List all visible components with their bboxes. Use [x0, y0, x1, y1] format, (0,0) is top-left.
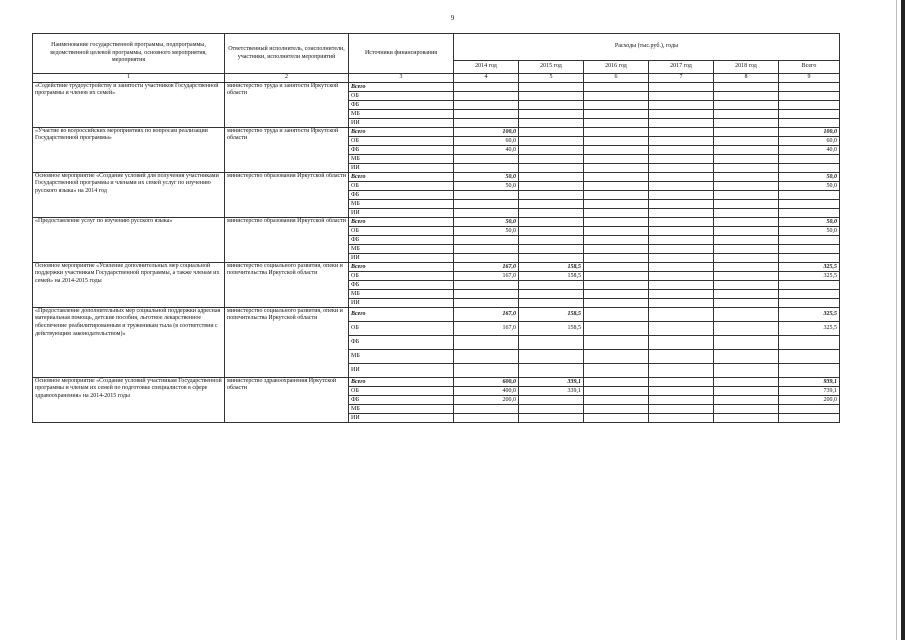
year-value — [714, 136, 779, 145]
funding-source: ФБ — [349, 335, 454, 349]
table-row — [33, 262, 840, 271]
total-value: 60,0 — [779, 136, 840, 145]
year-value — [584, 395, 649, 404]
funding-source: ОБ — [349, 271, 454, 280]
year-value — [714, 377, 779, 386]
activity-name: «Участие во всероссийских мероприятиях по вопросам реализации Государственной программы» — [33, 127, 225, 172]
funding-source: ОБ — [349, 91, 454, 100]
year-value — [714, 363, 779, 377]
year-value — [649, 154, 714, 163]
funding-source: ОБ — [349, 321, 454, 335]
year-value — [649, 386, 714, 395]
year-value — [454, 190, 519, 199]
header-executor: Ответственный исполнитель, соисполнители, участники, исполнители мероприятий — [225, 34, 349, 74]
total-value — [779, 413, 840, 422]
total-value: 939,1 — [779, 377, 840, 386]
column-number: 9 — [779, 74, 840, 83]
table-row — [33, 217, 840, 226]
total-value: 200,0 — [779, 395, 840, 404]
year-value — [519, 289, 584, 298]
funding-source: ОБ — [349, 136, 454, 145]
executor: министерство образования Иркутской области — [225, 217, 349, 262]
funding-source: ФБ — [349, 395, 454, 404]
year-value — [584, 100, 649, 109]
year-value — [584, 190, 649, 199]
year-value — [454, 91, 519, 100]
executor: министерство труда и занятости Иркутской области — [225, 127, 349, 172]
funding-source: ФБ — [349, 145, 454, 154]
year-value — [584, 217, 649, 226]
column-number: 1 — [33, 74, 225, 83]
scan-edge-line — [896, 0, 897, 640]
year-value — [649, 395, 714, 404]
funding-source: ИИ — [349, 413, 454, 422]
year-value — [714, 145, 779, 154]
year-value — [519, 172, 584, 181]
year-value — [649, 321, 714, 335]
year-value — [519, 136, 584, 145]
year-value — [519, 127, 584, 136]
year-value — [714, 395, 779, 404]
year-value — [649, 199, 714, 208]
year-value — [649, 172, 714, 181]
year-value — [649, 349, 714, 363]
total-value — [779, 298, 840, 307]
year-value: 400,0 — [454, 386, 519, 395]
funding-source: ИИ — [349, 363, 454, 377]
year-value — [649, 100, 714, 109]
year-value — [454, 244, 519, 253]
year-value: 200,0 — [454, 395, 519, 404]
year-value: 158,5 — [519, 271, 584, 280]
funding-source: МБ — [349, 289, 454, 298]
total-value: 50,0 — [779, 226, 840, 235]
activity-name: «Содействие трудоустройству и занятости участников Государственной программы и членов их семей» — [33, 82, 225, 127]
year-value: 60,0 — [454, 136, 519, 145]
header-name: Наименование государственной программы, подпрограммы, ведомственной целевой программы, основного мероприятия, мероприятия — [33, 34, 225, 74]
scan-edge — [901, 0, 905, 640]
year-value — [584, 226, 649, 235]
year-value — [519, 363, 584, 377]
year-value: 50,0 — [454, 226, 519, 235]
year-value — [649, 208, 714, 217]
year-value — [714, 413, 779, 422]
year-value: 158,5 — [519, 307, 584, 321]
funding-source: ФБ — [349, 235, 454, 244]
year-value — [649, 163, 714, 172]
year-value — [649, 404, 714, 413]
executor: министерство образования Иркутской области — [225, 172, 349, 217]
year-value — [584, 363, 649, 377]
year-value — [584, 413, 649, 422]
header-source: Источники финансирования — [349, 34, 454, 74]
header-total: Всего — [779, 61, 840, 74]
year-value — [584, 386, 649, 395]
total-value — [779, 404, 840, 413]
year-value — [584, 172, 649, 181]
year-value — [519, 404, 584, 413]
year-value — [649, 335, 714, 349]
funding-source: МБ — [349, 244, 454, 253]
total-value — [779, 163, 840, 172]
year-value — [584, 82, 649, 91]
year-value — [519, 190, 584, 199]
year-value — [584, 154, 649, 163]
total-value: 100,0 — [779, 127, 840, 136]
year-value: 167,0 — [454, 321, 519, 335]
year-value — [714, 82, 779, 91]
activity-name: «Предоставление услуг по изучению русского языка» — [33, 217, 225, 262]
year-value — [454, 289, 519, 298]
total-value: 325,5 — [779, 307, 840, 321]
year-value — [649, 181, 714, 190]
executor: министерство социального развития, опеки и попечительства Иркутской области — [225, 307, 349, 377]
year-value — [454, 208, 519, 217]
year-value — [584, 118, 649, 127]
year-value — [519, 335, 584, 349]
year-value — [519, 413, 584, 422]
year-value — [649, 253, 714, 262]
total-value — [779, 118, 840, 127]
header-year: 2016 год — [584, 61, 649, 74]
year-value — [519, 118, 584, 127]
total-value — [779, 253, 840, 262]
year-value — [649, 190, 714, 199]
year-value — [454, 118, 519, 127]
executor: министерство труда и занятости Иркутской области — [225, 82, 349, 127]
year-value — [714, 386, 779, 395]
total-value — [779, 235, 840, 244]
funding-source: Всего — [349, 127, 454, 136]
year-value — [519, 91, 584, 100]
expenditure-table — [32, 33, 840, 423]
year-value — [714, 190, 779, 199]
total-value — [779, 154, 840, 163]
year-value — [714, 154, 779, 163]
column-number: 8 — [714, 74, 779, 83]
header-year: 2018 год — [714, 61, 779, 74]
table-row — [33, 377, 840, 386]
activity-name: Основное мероприятие «Создание условий участникам Государственной программы и членам их семей по подготовке специалистов в сфере здравоохранения» на 2014-2015 годы — [33, 377, 225, 422]
year-value — [584, 321, 649, 335]
funding-source: ИИ — [349, 253, 454, 262]
year-value — [519, 145, 584, 154]
year-value — [584, 335, 649, 349]
funding-source: МБ — [349, 349, 454, 363]
year-value — [714, 280, 779, 289]
total-value — [779, 190, 840, 199]
activity-name: «Предоставление дополнительных мер социальной поддержки адресная материальная помощь, детские пособия, льготное лекарственное обеспечение реабилитированным и труженикам тыла (в соответствии с действующим законодательством)» — [33, 307, 225, 377]
year-value — [519, 244, 584, 253]
year-value — [584, 109, 649, 118]
year-value — [519, 395, 584, 404]
year-value — [714, 127, 779, 136]
total-value: 325,5 — [779, 262, 840, 271]
total-value — [779, 91, 840, 100]
table-row — [33, 307, 840, 321]
year-value — [584, 271, 649, 280]
header-year: 2015 год — [519, 61, 584, 74]
year-value — [714, 100, 779, 109]
year-value — [519, 109, 584, 118]
year-value — [584, 91, 649, 100]
funding-source: ОБ — [349, 226, 454, 235]
total-value — [779, 363, 840, 377]
total-value — [779, 244, 840, 253]
year-value — [584, 181, 649, 190]
total-value — [779, 199, 840, 208]
year-value: 50,0 — [454, 172, 519, 181]
funding-source: Всего — [349, 82, 454, 91]
year-value — [714, 109, 779, 118]
year-value: 339,1 — [519, 377, 584, 386]
table-body — [33, 82, 840, 422]
year-value — [519, 100, 584, 109]
year-value — [584, 307, 649, 321]
year-value — [519, 253, 584, 262]
year-value — [714, 163, 779, 172]
year-value — [714, 307, 779, 321]
year-value — [714, 244, 779, 253]
total-value — [779, 208, 840, 217]
year-value — [454, 298, 519, 307]
year-value — [649, 91, 714, 100]
table-row — [33, 172, 840, 181]
year-value — [519, 208, 584, 217]
year-value — [519, 298, 584, 307]
funding-source: ИИ — [349, 208, 454, 217]
year-value — [714, 349, 779, 363]
year-value — [519, 181, 584, 190]
year-value — [649, 289, 714, 298]
total-value — [779, 349, 840, 363]
year-value — [519, 82, 584, 91]
year-value — [454, 82, 519, 91]
column-number-row — [33, 74, 840, 83]
year-value — [649, 145, 714, 154]
funding-source: ИИ — [349, 118, 454, 127]
total-value: 50,0 — [779, 181, 840, 190]
year-value: 158,5 — [519, 262, 584, 271]
year-value — [454, 413, 519, 422]
funding-source: ИИ — [349, 298, 454, 307]
year-value — [649, 136, 714, 145]
year-value — [454, 199, 519, 208]
column-number: 7 — [649, 74, 714, 83]
funding-source: Всего — [349, 377, 454, 386]
year-value: 50,0 — [454, 181, 519, 190]
column-number: 6 — [584, 74, 649, 83]
year-value — [649, 235, 714, 244]
year-value — [714, 321, 779, 335]
header-expenditures: Расходы (тыс.руб.), годы — [454, 34, 840, 61]
year-value — [649, 127, 714, 136]
column-number: 4 — [454, 74, 519, 83]
funding-source: МБ — [349, 154, 454, 163]
header-year: 2014 год — [454, 61, 519, 74]
year-value — [454, 109, 519, 118]
year-value — [714, 235, 779, 244]
column-number: 5 — [519, 74, 584, 83]
year-value — [454, 100, 519, 109]
year-value — [714, 271, 779, 280]
year-value: 158,5 — [519, 321, 584, 335]
total-value: 325,5 — [779, 271, 840, 280]
total-value — [779, 335, 840, 349]
year-value — [714, 253, 779, 262]
year-value — [584, 235, 649, 244]
year-value — [714, 217, 779, 226]
year-value — [454, 235, 519, 244]
funding-source: ОБ — [349, 386, 454, 395]
year-value — [454, 335, 519, 349]
executor: министерство здравоохранения Иркутской области — [225, 377, 349, 422]
year-value — [454, 404, 519, 413]
total-value — [779, 109, 840, 118]
year-value — [584, 253, 649, 262]
year-value — [649, 413, 714, 422]
table-row — [33, 82, 840, 91]
year-value — [649, 298, 714, 307]
year-value — [519, 199, 584, 208]
year-value — [714, 289, 779, 298]
year-value: 167,0 — [454, 262, 519, 271]
year-value: 100,0 — [454, 127, 519, 136]
year-value — [584, 289, 649, 298]
year-value — [649, 109, 714, 118]
year-value: 600,0 — [454, 377, 519, 386]
year-value — [519, 226, 584, 235]
year-value — [714, 226, 779, 235]
year-value — [649, 307, 714, 321]
total-value: 40,0 — [779, 145, 840, 154]
total-value: 50,0 — [779, 172, 840, 181]
year-value — [454, 363, 519, 377]
funding-source: Всего — [349, 172, 454, 181]
year-value — [584, 136, 649, 145]
funding-source: ФБ — [349, 280, 454, 289]
year-value — [584, 163, 649, 172]
funding-source: Всего — [349, 307, 454, 321]
year-value: 50,0 — [454, 217, 519, 226]
funding-source: ФБ — [349, 190, 454, 199]
year-value — [714, 118, 779, 127]
year-value — [584, 145, 649, 154]
year-value — [649, 280, 714, 289]
year-value — [454, 163, 519, 172]
header-year: 2017 год — [649, 61, 714, 74]
year-value: 167,0 — [454, 307, 519, 321]
year-value — [714, 208, 779, 217]
year-value — [714, 298, 779, 307]
page-number: 9 — [450, 14, 455, 22]
year-value — [714, 181, 779, 190]
funding-source: ФБ — [349, 100, 454, 109]
year-value — [584, 262, 649, 271]
year-value — [519, 217, 584, 226]
year-value — [519, 154, 584, 163]
year-value — [649, 377, 714, 386]
activity-name: Основное мероприятие «Усиление дополнительных мер социальной поддержки участникам Государственной программы, а также членам их семей» на 2014-2015 годы — [33, 262, 225, 307]
activity-name: Основное мероприятие «Создание условий для получения участниками Государственной программы и членами их семей услуг по изучению русского языка» на 2014 год — [33, 172, 225, 217]
total-value: 739,1 — [779, 386, 840, 395]
year-value: 339,1 — [519, 386, 584, 395]
year-value — [454, 280, 519, 289]
year-value — [454, 349, 519, 363]
funding-source: ИИ — [349, 163, 454, 172]
funding-source: МБ — [349, 404, 454, 413]
year-value — [649, 262, 714, 271]
year-value — [454, 154, 519, 163]
year-value — [649, 118, 714, 127]
year-value — [519, 163, 584, 172]
total-value: 50,0 — [779, 217, 840, 226]
year-value — [584, 199, 649, 208]
year-value — [714, 335, 779, 349]
year-value — [584, 280, 649, 289]
total-value — [779, 280, 840, 289]
total-value — [779, 82, 840, 91]
year-value — [714, 91, 779, 100]
funding-source: Всего — [349, 217, 454, 226]
year-value — [649, 82, 714, 91]
total-value — [779, 289, 840, 298]
total-value: 325,5 — [779, 321, 840, 335]
year-value: 40,0 — [454, 145, 519, 154]
year-value — [584, 244, 649, 253]
year-value — [649, 271, 714, 280]
total-value — [779, 100, 840, 109]
funding-source: МБ — [349, 199, 454, 208]
year-value — [649, 226, 714, 235]
year-value — [649, 244, 714, 253]
table-row — [33, 127, 840, 136]
year-value — [714, 172, 779, 181]
year-value — [584, 349, 649, 363]
year-value — [714, 199, 779, 208]
funding-source: МБ — [349, 109, 454, 118]
funding-source: ОБ — [349, 181, 454, 190]
column-number: 3 — [349, 74, 454, 83]
year-value — [584, 404, 649, 413]
year-value — [519, 235, 584, 244]
year-value — [649, 217, 714, 226]
year-value — [584, 377, 649, 386]
funding-source: Всего — [349, 262, 454, 271]
year-value — [519, 280, 584, 289]
column-number: 2 — [225, 74, 349, 83]
year-value — [584, 298, 649, 307]
year-value — [454, 253, 519, 262]
year-value — [519, 349, 584, 363]
year-value — [649, 363, 714, 377]
executor: министерство социального развития, опеки и попечительства Иркутской области — [225, 262, 349, 307]
year-value — [584, 127, 649, 136]
year-value — [714, 262, 779, 271]
year-value — [714, 404, 779, 413]
year-value: 167,0 — [454, 271, 519, 280]
year-value — [584, 208, 649, 217]
